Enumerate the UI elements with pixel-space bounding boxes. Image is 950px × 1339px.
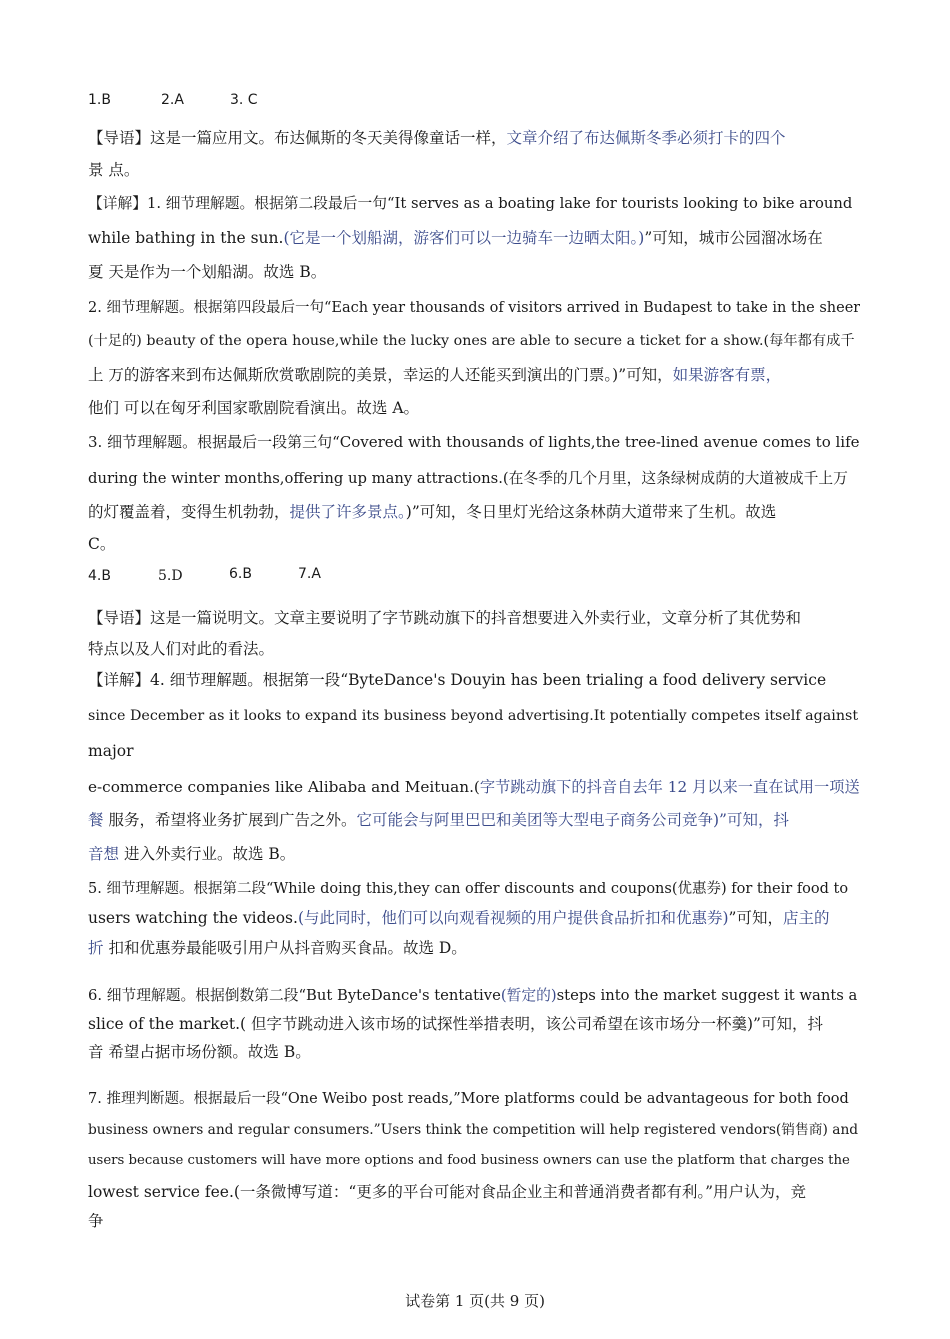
answer-6: 6.B bbox=[229, 566, 252, 582]
detail-4-conclusion: )”可知，抖 bbox=[712, 811, 789, 829]
detail-7-line-4: lowest service fee.(一条微博写道：“更多的平台可能对食品企业主和普通消费者都有利。”用户认为，竞 bbox=[88, 1183, 807, 1201]
detail-1-line-2 bbox=[88, 228, 860, 248]
detail-2-line-4: 他们 可以在匈牙利国家歌剧院看演出。故选 A。 bbox=[88, 399, 420, 417]
section1-intro-cont: 景 点。 bbox=[88, 161, 140, 179]
detail-4-translation-cont: 餐 bbox=[88, 811, 104, 829]
detail-3-line-3 bbox=[88, 502, 860, 522]
detail-4-line-5 bbox=[88, 810, 860, 830]
section2-intro-cont: 特点以及人们对此的看法。 bbox=[88, 640, 275, 658]
detail-5-highlight-cont: 折 bbox=[88, 939, 104, 957]
detail-7-line-3: users because customers will have more options and food business owners can use the platform that charges the bbox=[88, 1153, 850, 1168]
detail-4-answer: 进入外卖行业。故选 B。 bbox=[119, 845, 296, 863]
detail-3-highlight: 提供了许多景点。 bbox=[289, 503, 406, 521]
detail-2-line-1: 2. 细节理解题。根据第四段最后一句“Each year thousands of visitors arrived in Budapest to take in the sheer bbox=[88, 300, 860, 316]
answer-4: 4.B bbox=[88, 568, 111, 584]
detail-4-highlight-cont: 音想 bbox=[88, 845, 120, 863]
answer-5: 5.D bbox=[158, 568, 183, 584]
answer-7: 7.A bbox=[298, 566, 321, 582]
detail-3-line-2: during the winter months,offering up many attractions.(在冬季的几个月里，这条绿树成荫的大道被成千上万 bbox=[88, 470, 848, 487]
detail-5-quote: users watching the videos. bbox=[88, 909, 298, 927]
detail-6-quote: steps into the market suggest it wants a bbox=[556, 987, 858, 1004]
detail-2-line-3 bbox=[88, 365, 860, 385]
detail-2-text: 上 万的游客来到布达佩斯欣赏歌剧院的美景，幸运的人还能买到演出的门票。)”可知， bbox=[88, 366, 673, 384]
detail-5-line-3 bbox=[88, 938, 860, 958]
answer-1: 1.B bbox=[88, 92, 111, 108]
detail-1-line-3: 夏 天是作为一个划船湖。故选 B。 bbox=[88, 263, 327, 281]
intro-highlight: 文章介绍了布达佩斯冬季必须打卡的四个 bbox=[506, 129, 786, 147]
detail-5-answer: 扣和优惠券最能吸引用户从抖音购买食品。故选 D。 bbox=[103, 939, 467, 957]
detail-2-line-2: (十足的) beauty of the opera house,while the lucky ones are able to secure a ticket for a show.(每年都有成千 bbox=[88, 333, 855, 349]
intro-text: 【导语】这是一篇应用文。布达佩斯的冬天美得像童话一样， bbox=[88, 129, 507, 147]
detail-2-highlight: 如果游客有票， bbox=[672, 366, 782, 384]
detail-7-line-2: business owners and regular consumers.”Users think the competition will help registered vendors(销售商) and bbox=[88, 1122, 859, 1138]
page-footer: 试卷第 1 页(共 9 页) bbox=[405, 1292, 545, 1310]
detail-5-translation: (与此同时，他们可以向观看视频的用户提供食品折扣和优惠券) bbox=[297, 909, 729, 927]
detail-3-line-1: 3. 细节理解题。根据最后一段第三句“Covered with thousands of lights,the tree-lined avenue comes to life bbox=[88, 433, 860, 451]
detail-4-translation: 字节跳动旗下的抖音自去年 12 月以来一直在试用一项送 bbox=[479, 778, 860, 796]
detail-6-gloss: (暂定的) bbox=[500, 987, 557, 1004]
detail-1-conclusion: ”可知，城市公园溜冰场在 bbox=[644, 229, 823, 247]
detail-5-highlight: 店主的 bbox=[782, 909, 830, 927]
detail-1-quote: while bathing in the sun. bbox=[88, 229, 284, 247]
detail-3-conclusion: )”可知，冬日里灯光给这条林荫大道带来了生机。故选 bbox=[405, 503, 777, 521]
answer-2: 2.A bbox=[161, 92, 184, 108]
detail-4-line-6 bbox=[88, 844, 860, 864]
detail-6-line-2: slice of the market.( 但字节跳动进入该市场的试探性举措表明，该公司希望在该市场分一杯羹)”可知，抖 bbox=[88, 1015, 823, 1033]
detail-4-quote: e-commerce companies like Alibaba and Meituan.( bbox=[88, 778, 480, 796]
answer-3: 3. C bbox=[230, 92, 258, 108]
detail-1-line-1: 【详解】1. 细节理解题。根据第二段最后一句“It serves as a boating lake for tourists looking to bike around bbox=[88, 195, 853, 212]
detail-4-line-1: 【详解】4. 细节理解题。根据第一段“ByteDance's Douyin has been trialing a food delivery service bbox=[88, 671, 827, 689]
detail-5-text: ”可知， bbox=[728, 909, 783, 927]
detail-5-line-1: 5. 细节理解题。根据第二段“While doing this,they can offer discounts and coupons(优惠券) for their food to bbox=[88, 881, 849, 897]
detail-4-line-4 bbox=[88, 777, 860, 797]
detail-1-translation: (它是一个划船湖，游客们可以一边骑车一边晒太阳。) bbox=[283, 229, 645, 247]
detail-4-line-2: since December as it looks to expand its business beyond advertising.It potentially competes itself against bbox=[88, 708, 859, 724]
detail-6-text: 6. 细节理解题。根据倒数第二段“But ByteDance's tentative bbox=[88, 987, 501, 1004]
detail-3-line-4: C。 bbox=[88, 535, 116, 553]
detail-4-line-3: major bbox=[88, 742, 134, 760]
detail-3-text: 的灯覆盖着，变得生机勃勃， bbox=[88, 503, 290, 521]
detail-4-highlight: 它可能会与阿里巴巴和美团等大型电子商务公司竞争 bbox=[356, 811, 713, 829]
detail-7-line-1: 7. 推理判断题。根据最后一段“One Weibo post reads,”More platforms could be advantageous for both food bbox=[88, 1091, 849, 1107]
section2-intro: 【导语】这是一篇说明文。文章主要说明了字节跳动旗下的抖音想要进入外卖行业，文章分析了其优势和 bbox=[88, 609, 802, 627]
detail-6-line-3: 音 希望占据市场份额。故选 B。 bbox=[88, 1043, 311, 1061]
detail-4-text: 服务，希望将业务扩展到广告之外。 bbox=[103, 811, 357, 829]
section1-intro bbox=[88, 128, 860, 148]
detail-7-line-5: 争 bbox=[88, 1212, 104, 1230]
detail-5-line-2 bbox=[88, 908, 860, 928]
detail-6-line-1 bbox=[88, 986, 860, 1006]
